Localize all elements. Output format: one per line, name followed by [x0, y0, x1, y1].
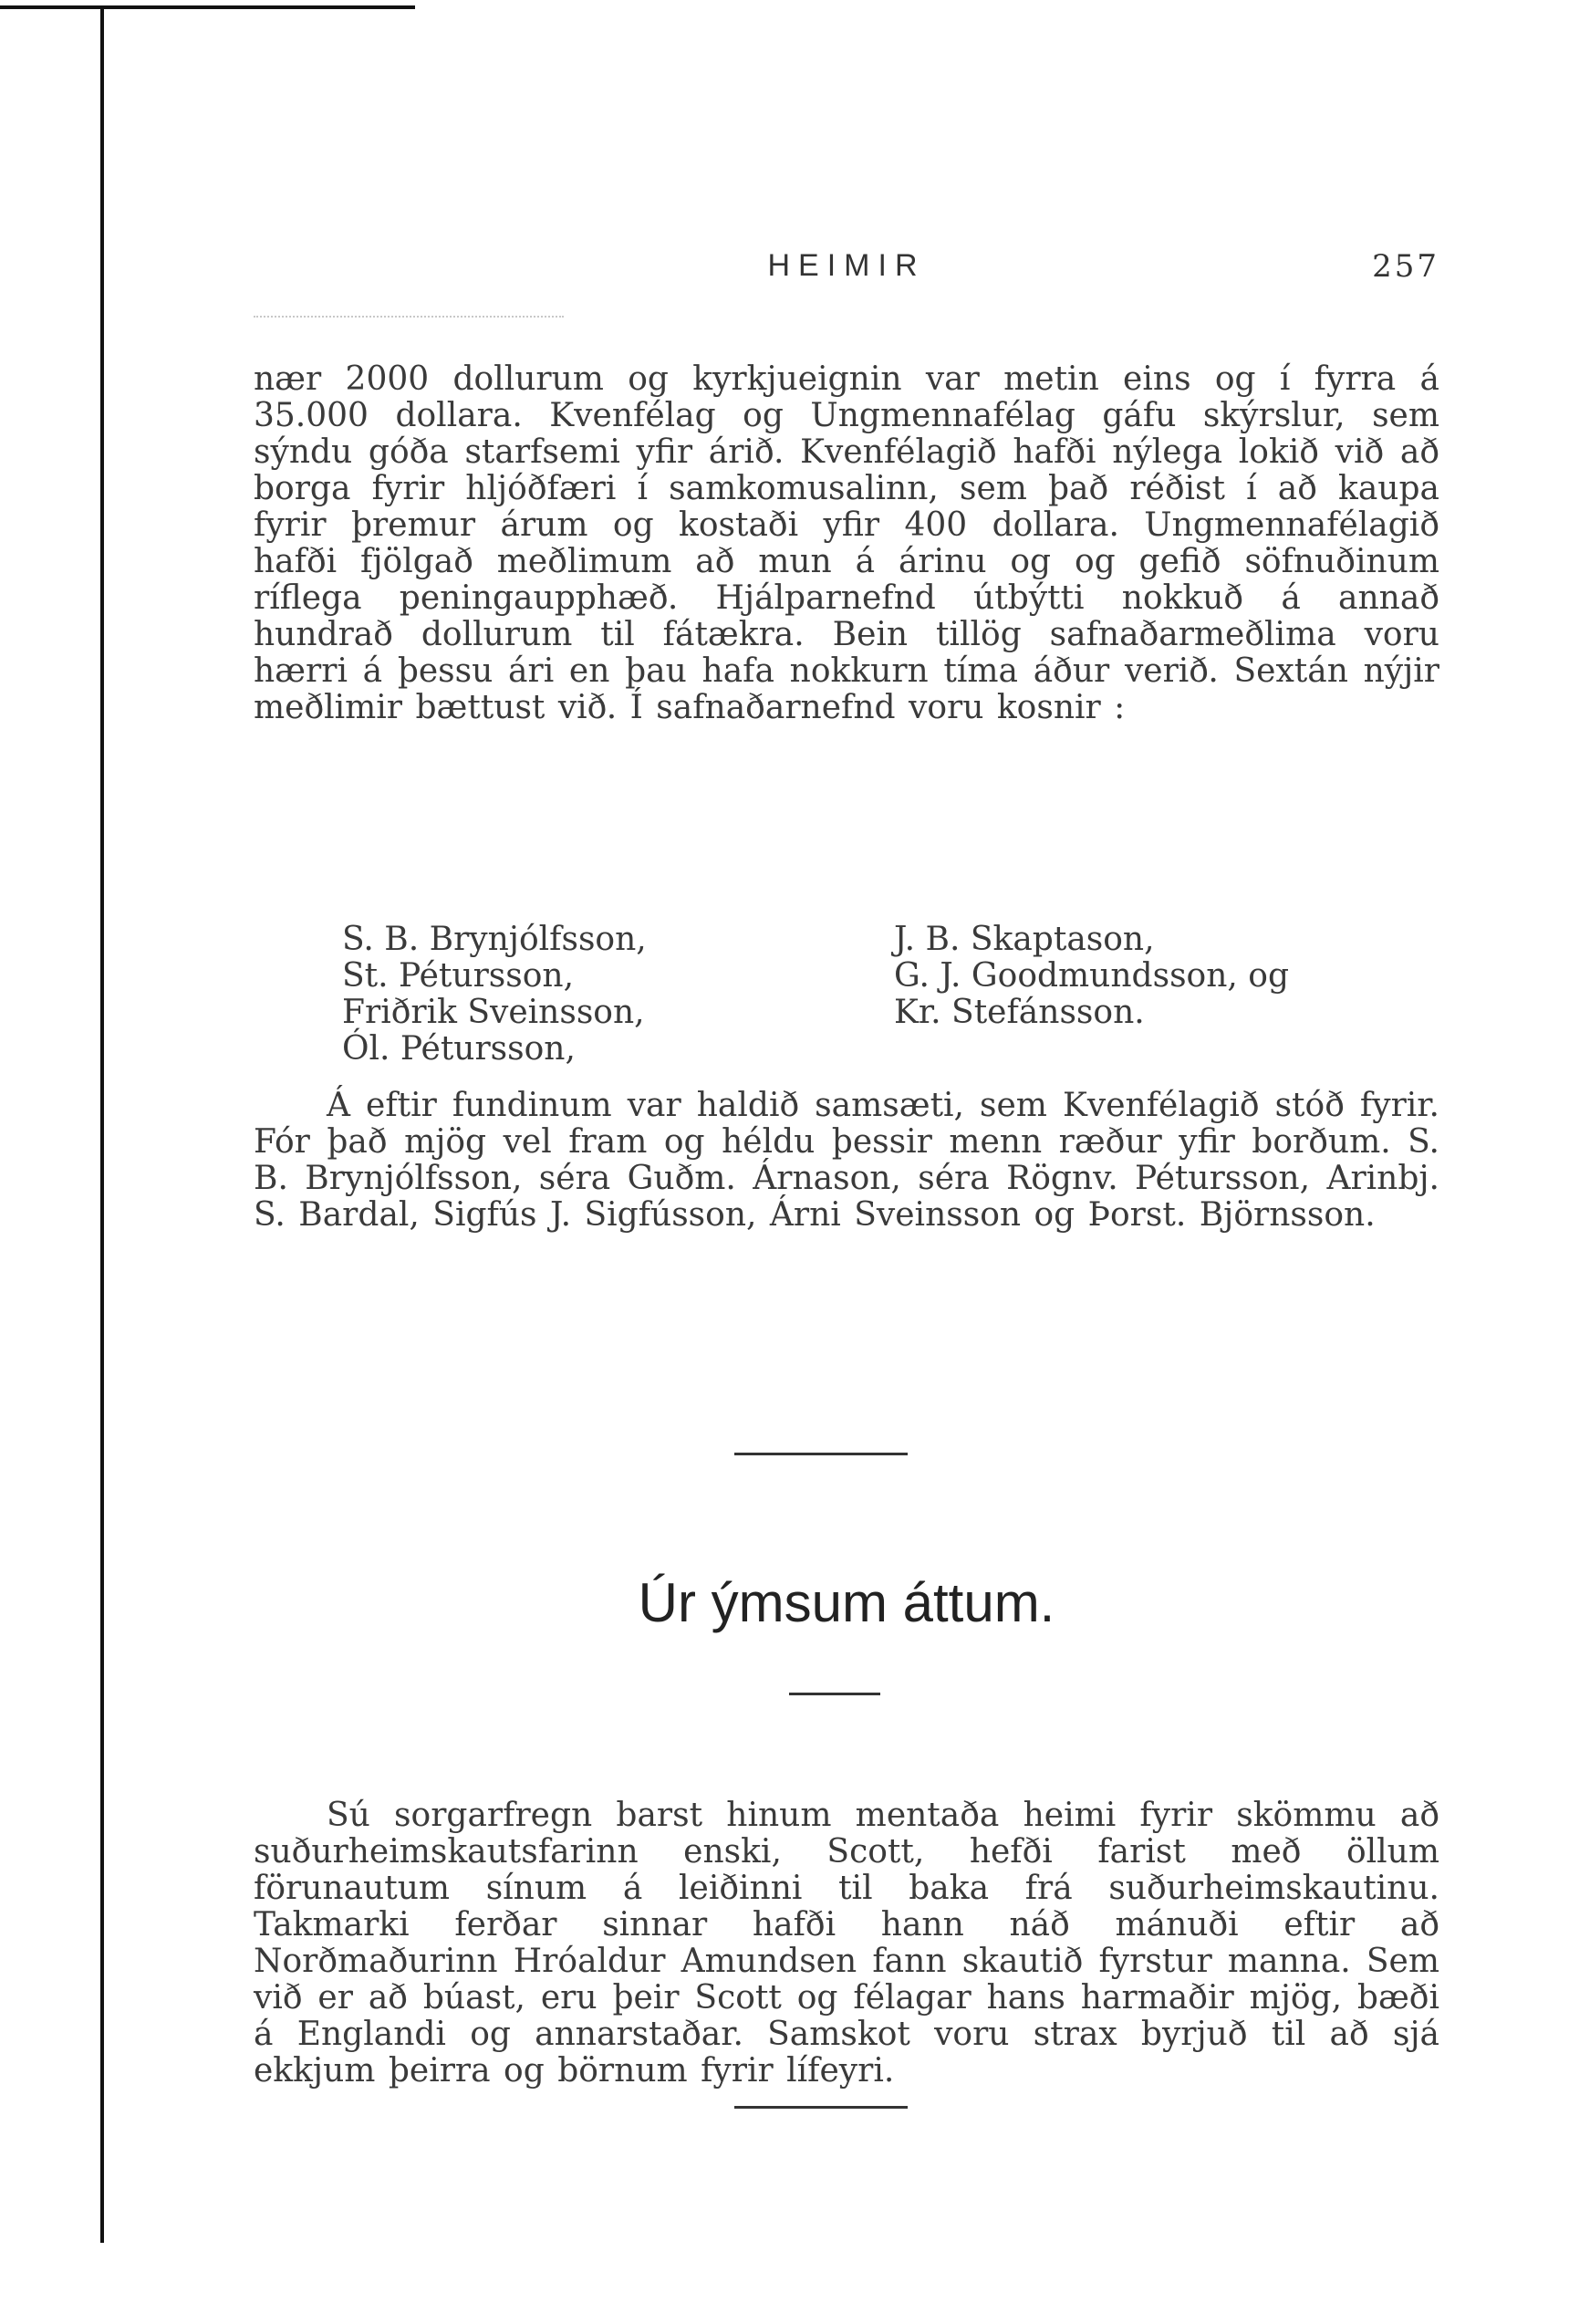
committee-row [342, 922, 1437, 958]
committee-member: Friðrik Sveinsson, [342, 994, 645, 1031]
section-title: Úr ýmsum áttum. [638, 1572, 1055, 1633]
paragraph-text: Sú sorgarfregn barst hinum mentaða heimi fyrir skömmu að suðurheimskautsfarinn enski, Scott, hefði farist með öllum förunautum sínum á leiðinni til baka frá suðurheimskautinu. Takmarki ferðar sinnar hafði hann náð mánuði eftir að Norðmaðurinn Hróaldur Amundsen fann skautið fyrstur manna. Sem við er að búast, eru þeir Scott og félagar hans harmaðir mjög, bæði á Englandi og annarstaðar. Samskot voru strax byrjuð til að sjá ekkjum þeirra og börnum fyrir lífeyri. [254, 1797, 1439, 2090]
committee-member: S. B. Brynjólfsson, [342, 921, 647, 958]
committee-member: St. Pétursson, [342, 957, 575, 995]
running-title: HEIMIR [767, 248, 926, 283]
page-number: 257 [1372, 248, 1439, 285]
committee-list [342, 922, 1437, 1068]
committee-member [894, 1031, 1437, 1068]
body-paragraph-3 [254, 1798, 1439, 2090]
committee-member: Ól. Pétursson, [342, 1030, 576, 1068]
committee-member: J. B. Skaptason, [894, 921, 1155, 958]
end-divider [734, 2106, 908, 2109]
header-rule [254, 316, 564, 318]
paragraph-text: Á eftir fundinum var haldið samsæti, sem Kvenfélagið stóð fyrir. Fór það mjög vel fram og héldu þessir menn ræður yfir borðum. S. B. Brynjólfsson, séra Guðm. Árnason, séra Rögnv. Pétursson, Arinbj. S. Bardal, Sigfús J. Sigfússon, Árni Sveinsson og Þorst. Björnsson. [254, 1087, 1439, 1234]
committee-row [342, 1031, 1437, 1068]
body-paragraph-1 [254, 361, 1439, 726]
scan-border-top [0, 5, 415, 9]
section-divider [734, 1453, 908, 1455]
title-underline [789, 1693, 880, 1695]
body-paragraph-2 [254, 1088, 1439, 1234]
committee-member: Kr. Stefánsson. [894, 994, 1145, 1031]
paragraph-text: nær 2000 dollurum og kyrkjueignin var metin eins og í fyrra á 35.000 dollara. Kvenfélag og Ungmennafélag gáfu skýrslur, sem sýndu góða starfsemi yfir árið. Kvenfélagið hafði nýlega lokið við að borga fyrir hljóðfæri í samkomusalinn, sem það réðist í að kaupa fyrir þremur árum og kostaði yfir 400 dollara. Ungmennafélagið hafði fjölgað meðlimum að mun á árinu og og gefið söfnuðinum ríflega peningaupphæð. Hjálparnefnd útbýtti nokkuð á annað hundrað dollurum til fátækra. Bein tillög safnaðarmeðlima voru hærri á þessu ári en þau hafa nokkurn tíma áður verið. Sextán nýjir meðlimir bættust við. Í safnaðarnefnd voru kosnir : [254, 360, 1439, 726]
committee-row [342, 958, 1437, 995]
committee-row [342, 995, 1437, 1031]
page-header [254, 248, 1439, 294]
scan-border-left [100, 7, 104, 2243]
committee-member: G. J. Goodmundsson, og [894, 957, 1290, 995]
